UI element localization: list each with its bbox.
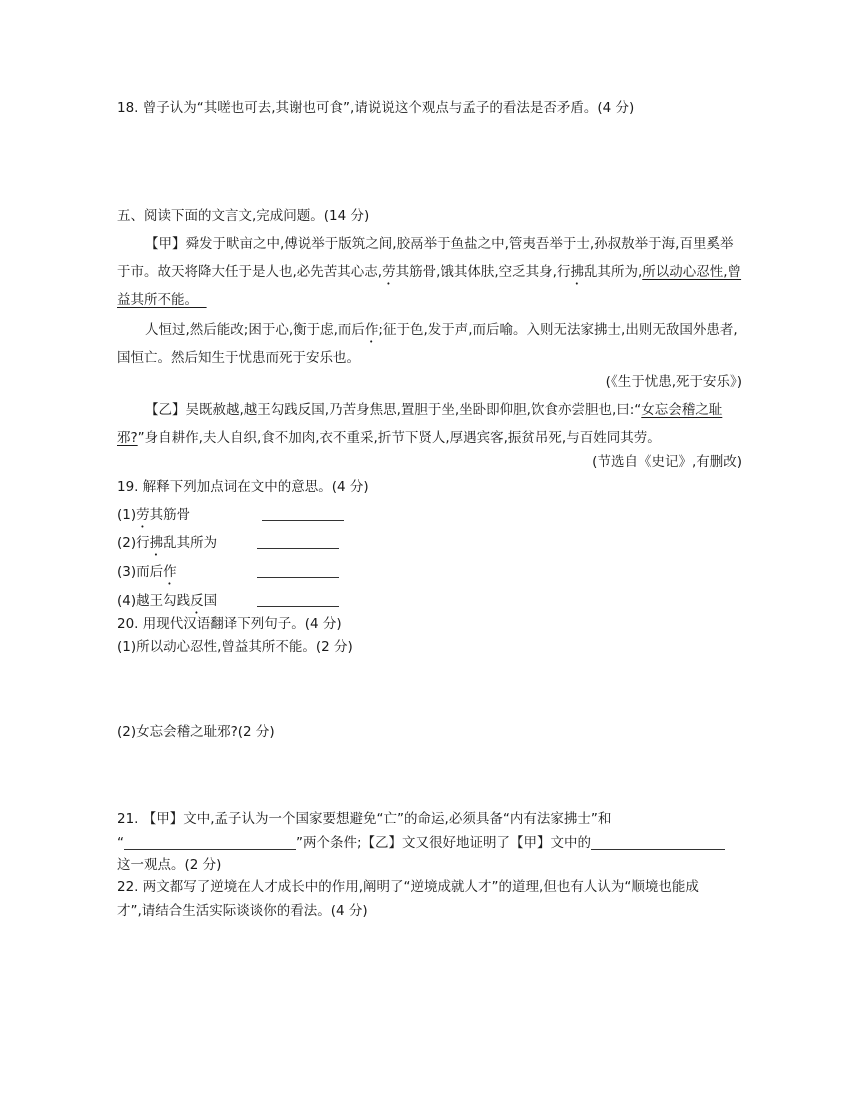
question-text: “ [117, 835, 124, 851]
passage-jia-line-5: 国恒亡。然后知生于忧患而死于安乐也。 [117, 350, 360, 366]
item-label: (3)而后 [117, 564, 164, 580]
passage-text: 其筋骨,饿其体肤,空乏其身,行 [395, 264, 571, 280]
dotted-word-lao: 劳 [382, 264, 396, 280]
underlined-sentence: 女忘会稽之耻 [641, 402, 723, 418]
dotted-word: 反 [190, 593, 204, 609]
dotted-word-fu: 拂 [570, 264, 584, 280]
section-5-heading: 五、阅读下面的文言文,完成问题。(14 分) [117, 208, 370, 224]
question-21-line-1: 21. 【甲】文中,孟子认为一个国家要想避免“亡”的命运,必须具备“内有法家拂士”和 [117, 811, 612, 827]
answer-blank-19-3[interactable] [257, 563, 339, 578]
answer-blank-21-2[interactable] [591, 835, 725, 850]
answer-blank-21-1[interactable] [124, 835, 296, 850]
passage-text: ;征于色,发于声,而后喻。入则无法家拂士,出则无敌国外患者, [378, 322, 738, 338]
passage-yi-line-2 [117, 429, 661, 447]
passage-text: 于市。故天将降大任于是人也,必先苦其心志, [117, 264, 383, 280]
item-label: 国 [203, 593, 218, 609]
question-19-title: 19. 解释下列加点词在文中的意思。(4 分) [117, 479, 369, 495]
q19-item-1 [117, 506, 190, 531]
question-22-line-1: 22. 两文都写了逆境在人才成长中的作用,阐明了“逆境成就人才”的道理,但也有人认为“顺境也能成 [117, 879, 699, 895]
item-label: (2)行 [117, 535, 150, 551]
question-21-line-2 [117, 834, 725, 852]
underlined-sentence: 所以动心忍性,曾 [642, 264, 742, 280]
question-22-line-2: 才”,请结合生活实际谈谈你的看法。(4 分) [117, 903, 368, 919]
q20-sentence-2: (2)女忘会稽之耻邪?(2 分) [117, 724, 275, 740]
dotted-word: 劳 [136, 507, 150, 523]
passage-text: 人恒过,然后能改;困于心,衡于虑,而后 [145, 322, 365, 338]
passage-jia-line-4 [145, 321, 738, 346]
answer-blank-19-2[interactable] [257, 534, 339, 549]
passage-text: 【乙】吴既赦越,越王勾践反国,乃苦身焦思,置胆于坐,坐卧即仰胆,饮食亦尝胆也,曰:“ [145, 402, 642, 418]
question-20-title: 20. 用现代汉语翻译下列句子。(4 分) [117, 616, 342, 632]
q19-item-2 [117, 534, 217, 559]
question-18: 18. 曾子认为“其嗟也可去,其谢也可食”,请说说这个观点与孟子的看法是否矛盾。(4 分) [117, 100, 635, 116]
q20-sentence-1: (1)所以动心忍性,曾益其所不能。(2 分) [117, 639, 353, 655]
passage-jia-line-1: 【甲】舜发于畎亩之中,傅说举于版筑之间,胶鬲举于鱼盐之中,管夷吾举于士,孙叔敖举于海,百里奚举 [145, 236, 734, 252]
question-21-line-3: 这一观点。(2 分) [117, 857, 222, 873]
question-text: ”两个条件;【乙】文又很好地证明了【甲】文中的 [296, 835, 592, 851]
dotted-word: 拂 [149, 535, 164, 551]
answer-blank-19-1[interactable] [262, 506, 344, 521]
dotted-word: 作 [163, 564, 177, 580]
passage-jia-source: (《生于忧患,死于安乐》) [605, 374, 742, 390]
item-label: (4)越王勾践 [117, 593, 191, 609]
q19-item-4 [117, 592, 217, 617]
passage-text: ”身自耕作,夫人自织,食不加肉,衣不重采,折节下贤人,厚遇宾客,振贫吊死,与百姓同其劳。 [137, 430, 661, 446]
item-label: (1) [117, 507, 137, 523]
answer-blank-19-4[interactable] [257, 592, 339, 607]
passage-jia-line-3 [117, 291, 207, 309]
passage-jia-line-2 [117, 263, 741, 288]
passage-text: 乱其所为, [583, 264, 643, 280]
q19-item-3 [117, 563, 177, 588]
dotted-word-zuo: 作 [364, 322, 379, 338]
underlined-sentence: 邪? [117, 430, 138, 446]
underlined-sentence: 益其所不能。 [117, 292, 198, 308]
passage-yi-source: (节选自《史记》,有删改) [592, 454, 742, 470]
item-label: 乱其所为 [163, 535, 218, 551]
passage-yi-line-1 [145, 401, 722, 419]
item-label: 其筋骨 [149, 507, 191, 523]
